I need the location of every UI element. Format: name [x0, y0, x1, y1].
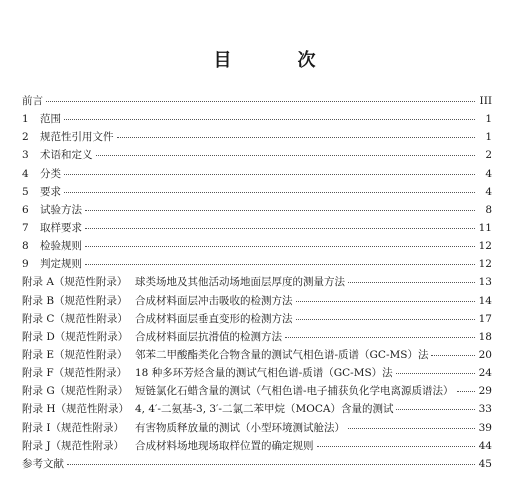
toc-dot-leader — [317, 437, 476, 447]
toc-entry[interactable] — [22, 255, 492, 273]
toc-entry-title: 参考文献 — [22, 457, 64, 470]
toc-dot-leader — [85, 201, 475, 211]
toc-entry-title: 前言 — [22, 95, 43, 107]
toc-dot-leader — [117, 128, 476, 138]
toc-entry-title: 要求 — [40, 185, 61, 198]
toc-entry-title: 18 种多环芳烃含量的测试气相色谱-质谱（GC-MS）法 — [135, 367, 393, 380]
toc-dot-leader — [396, 364, 475, 374]
toc-entry-page-number: 2 — [485, 149, 492, 162]
toc-entry-title: 4, 4′-二氨基-3, 3′-二氯二苯甲烷（MOCA）含量的测试 — [135, 403, 394, 416]
toc-entry-title: 取样要求 — [40, 221, 82, 234]
toc-entry-page-number: III — [479, 95, 492, 107]
toc-entry-appendix-label: 附录 F（规范性附录） — [22, 367, 128, 380]
toc-entry-page-number: 20 — [478, 348, 492, 361]
toc-entry-page-number: 33 — [478, 403, 492, 416]
toc-dot-leader — [85, 237, 475, 247]
table-of-contents — [22, 92, 492, 473]
toc-entry-title: 球类场地及其他活动场地面层厚度的测量方法 — [135, 276, 345, 289]
toc-entry-page-number: 12 — [478, 240, 492, 253]
toc-entry-number: 7 — [22, 221, 29, 234]
toc-entry[interactable] — [22, 92, 492, 110]
toc-dot-leader — [396, 400, 475, 410]
toc-dot-leader — [64, 110, 475, 120]
toc-entry-title: 短链氯化石蜡含量的测试（气相色谱-电子捕获负化学电离源质谱法） — [135, 385, 454, 398]
toc-entry-appendix-label: 附录 H（规范性附录） — [22, 403, 129, 416]
toc-entry-page-number: 4 — [485, 167, 492, 180]
toc-entry-page-number: 8 — [485, 203, 492, 216]
toc-dot-leader — [348, 273, 475, 283]
toc-entry[interactable] — [22, 310, 492, 328]
toc-entry-page-number: 1 — [485, 113, 492, 126]
toc-entry-title: 合成材料面层垂直变形的检测方法 — [135, 312, 293, 325]
toc-entry[interactable] — [22, 346, 492, 364]
toc-entry-title: 术语和定义 — [40, 149, 93, 162]
toc-entry-appendix-label: 附录 C（规范性附录） — [22, 312, 128, 325]
toc-entry-appendix-label: 附录 G（规范性附录） — [22, 385, 129, 398]
toc-entry-title: 分类 — [40, 167, 61, 180]
toc-dot-leader — [296, 292, 476, 302]
toc-entry-number: 2 — [22, 131, 29, 144]
toc-entry[interactable] — [22, 400, 492, 418]
toc-entry-page-number: 24 — [478, 367, 492, 380]
toc-dot-leader — [85, 255, 475, 265]
toc-entry-number: 1 — [22, 113, 29, 126]
toc-entry-page-number: 4 — [485, 185, 492, 198]
toc-entry-number: 5 — [22, 185, 29, 198]
toc-entry[interactable] — [22, 110, 492, 128]
toc-entry-page-number: 1 — [485, 131, 492, 144]
toc-dot-leader — [67, 455, 475, 465]
toc-entry-page-number: 39 — [478, 421, 492, 434]
toc-entry-page-number: 44 — [478, 439, 492, 452]
toc-entry-page-number: 13 — [478, 276, 492, 289]
toc-dot-leader — [285, 328, 475, 338]
toc-dot-leader — [46, 92, 475, 102]
toc-entry-appendix-label: 附录 B（规范性附录） — [22, 294, 128, 307]
toc-entry[interactable] — [22, 219, 492, 237]
toc-entry-appendix-label: 附录 E（规范性附录） — [22, 348, 128, 361]
toc-entry-title: 检验规则 — [40, 240, 82, 253]
toc-entry-title: 判定规则 — [40, 258, 82, 271]
toc-entry[interactable] — [22, 273, 492, 291]
toc-dot-leader — [85, 219, 475, 229]
toc-dot-leader — [96, 146, 476, 156]
toc-entry-page-number: 18 — [478, 330, 492, 343]
toc-dot-leader — [64, 183, 475, 193]
toc-entry-page-number: 17 — [478, 312, 492, 325]
toc-entry-title: 规范性引用文件 — [40, 131, 114, 144]
toc-entry[interactable] — [22, 328, 492, 346]
toc-entry-title: 邻苯二甲酸酯类化合物含量的测试气相色谱-质谱（GC-MS）法 — [135, 348, 429, 361]
toc-entry-appendix-label: 附录 I（规范性附录） — [22, 421, 124, 434]
toc-entry-number: 9 — [22, 258, 29, 271]
toc-entry-number: 3 — [22, 149, 29, 162]
toc-dot-leader — [348, 419, 475, 429]
toc-entry-title: 合成材料面层冲击吸收的检测方法 — [135, 294, 293, 307]
toc-entry[interactable] — [22, 146, 492, 164]
toc-dot-leader — [431, 346, 475, 356]
toc-entry[interactable] — [22, 419, 492, 437]
toc-entry-title: 有害物质释放量的测试（小型环境测试舱法） — [135, 421, 345, 434]
toc-entry-number: 6 — [22, 203, 29, 216]
toc-entry-page-number: 12 — [478, 258, 492, 271]
toc-entry-page-number: 11 — [478, 221, 492, 234]
toc-entry-appendix-label: 附录 A（规范性附录） — [22, 276, 128, 289]
toc-dot-leader — [457, 382, 475, 392]
toc-entry[interactable] — [22, 237, 492, 255]
toc-entry[interactable] — [22, 382, 492, 400]
toc-entry-title: 范围 — [40, 113, 61, 126]
toc-entry-title: 合成材料面层抗滑值的检测方法 — [135, 330, 282, 343]
toc-entry[interactable] — [22, 201, 492, 219]
toc-entry-page-number: 45 — [478, 457, 492, 470]
toc-entry[interactable] — [22, 292, 492, 310]
toc-entry[interactable] — [22, 128, 492, 146]
toc-entry-number: 4 — [22, 167, 29, 180]
toc-entry-title: 合成材料场地现场取样位置的确定规则 — [135, 439, 314, 452]
toc-entry-page-number: 29 — [478, 385, 492, 398]
toc-entry-number: 8 — [22, 240, 29, 253]
toc-entry[interactable] — [22, 437, 492, 455]
toc-entry-page-number: 14 — [478, 294, 492, 307]
toc-entry[interactable] — [22, 455, 492, 473]
toc-dot-leader — [64, 165, 475, 175]
toc-entry-title: 试验方法 — [40, 203, 82, 216]
toc-entry[interactable] — [22, 165, 492, 183]
toc-entry[interactable] — [22, 183, 492, 201]
toc-dot-leader — [296, 310, 476, 320]
toc-entry-appendix-label: 附录 D（规范性附录） — [22, 330, 129, 343]
page-title: 目 次 — [213, 50, 340, 71]
toc-entry[interactable] — [22, 364, 492, 382]
toc-entry-appendix-label: 附录 J（规范性附录） — [22, 439, 125, 452]
